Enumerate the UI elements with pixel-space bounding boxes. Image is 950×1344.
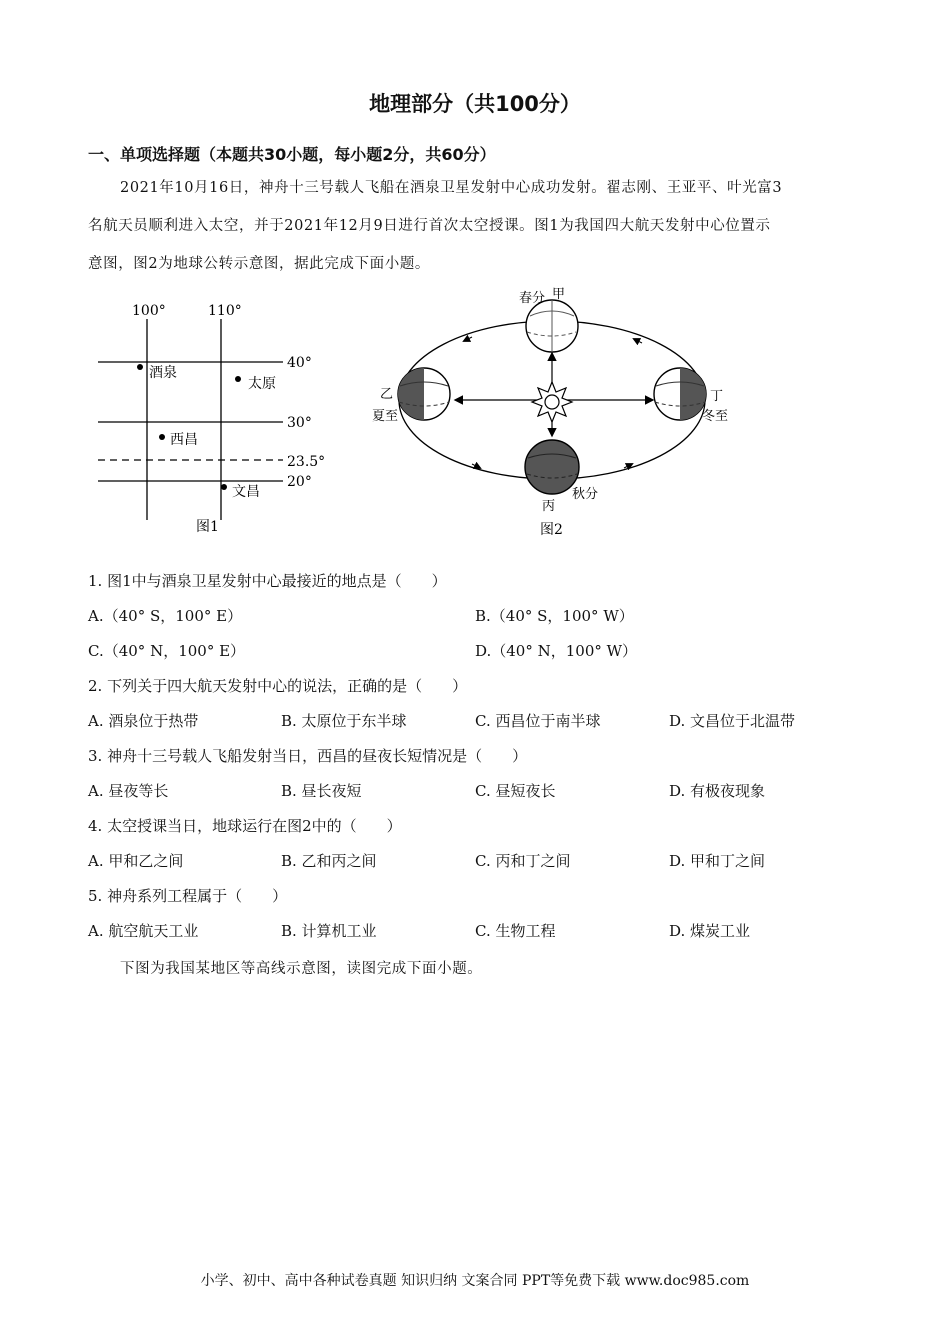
question-5-stem: 5. 神舟系列工程属于（ ） bbox=[88, 887, 288, 905]
label-dongzhi: 冬至 bbox=[702, 409, 729, 424]
earth-yi bbox=[398, 368, 450, 420]
question-2-option-c[interactable]: C. 西昌位于南半球 bbox=[475, 712, 601, 730]
question-1-stem: 1. 图1中与酒泉卫星发射中心最接近的地点是（ ） bbox=[88, 572, 447, 590]
label-23-5: 23.5° bbox=[287, 454, 326, 470]
taiyuan-dot bbox=[235, 376, 241, 382]
question-5-option-b[interactable]: B. 计算机工业 bbox=[281, 922, 377, 940]
label-jia: 甲 bbox=[552, 287, 566, 302]
label-chunfen: 春分 bbox=[519, 291, 546, 306]
question-4-stem: 4. 太空授课当日，地球运行在图2中的（ ） bbox=[88, 817, 402, 835]
earth-jia bbox=[526, 300, 578, 352]
question-3-option-b[interactable]: B. 昼长夜短 bbox=[281, 782, 362, 800]
xichang-dot bbox=[159, 434, 165, 440]
label-bing: 丙 bbox=[542, 499, 556, 514]
next-intro: 下图为我国某地区等高线示意图，读图完成下面小题。 bbox=[120, 961, 483, 977]
question-4-option-b[interactable]: B. 乙和丙之间 bbox=[281, 852, 377, 870]
label-100: 100° bbox=[132, 303, 166, 319]
question-4-option-a[interactable]: A. 甲和乙之间 bbox=[88, 852, 184, 870]
question-2-option-a[interactable]: A. 酒泉位于热带 bbox=[88, 712, 199, 730]
figure1-map bbox=[88, 295, 338, 545]
figure1-caption: 图1 bbox=[196, 519, 219, 535]
question-5-option-a[interactable]: A. 航空航天工业 bbox=[88, 922, 199, 940]
question-2-option-b[interactable]: B. 太原位于东半球 bbox=[281, 712, 407, 730]
question-1-option-a[interactable]: A.（40° S，100° E） bbox=[88, 607, 243, 625]
jiuquan-label: 酒泉 bbox=[149, 365, 177, 381]
label-ding: 丁 bbox=[710, 389, 724, 404]
question-2-option-d[interactable]: D. 文昌位于北温带 bbox=[669, 712, 796, 730]
intro-line-2: 名航天员顺利进入太空，并于2021年12月9日进行首次太空授课。图1为我国四大航天发射中心位置示 bbox=[88, 218, 771, 234]
label-40: 40° bbox=[287, 355, 312, 371]
label-20: 20° bbox=[287, 474, 312, 490]
question-2-stem: 2. 下列关于四大航天发射中心的说法，正确的是（ ） bbox=[88, 677, 468, 695]
wenchang-label: 文昌 bbox=[232, 484, 260, 500]
question-3-option-c[interactable]: C. 昼短夜长 bbox=[475, 782, 556, 800]
taiyuan-label: 太原 bbox=[248, 376, 276, 392]
label-qiufen: 秋分 bbox=[572, 487, 599, 502]
question-3-option-a[interactable]: A. 昼夜等长 bbox=[88, 782, 169, 800]
figure2-orbit bbox=[362, 282, 752, 542]
question-3-stem: 3. 神舟十三号载人飞船发射当日，西昌的昼夜长短情况是（ ） bbox=[88, 747, 528, 765]
section-heading: 一、单项选择题（本题共30小题，每小题2分，共60分） bbox=[88, 145, 496, 164]
intro-line-1: 2021年10月16日，神舟十三号载人飞船在酒泉卫星发射中心成功发射。翟志刚、王亚平、叶光富3 bbox=[120, 180, 783, 196]
earth-ding bbox=[654, 368, 706, 420]
question-1-option-b[interactable]: B.（40° S，100° W） bbox=[475, 607, 634, 625]
question-5-option-c[interactable]: C. 生物工程 bbox=[475, 922, 556, 940]
page-title: 地理部分（共100分） bbox=[369, 92, 581, 116]
question-1-option-c[interactable]: C.（40° N，100° E） bbox=[88, 642, 246, 660]
label-xiazhi: 夏至 bbox=[372, 409, 399, 424]
figure2-caption: 图2 bbox=[540, 522, 563, 538]
label-yi: 乙 bbox=[380, 387, 394, 402]
question-4-option-c[interactable]: C. 丙和丁之间 bbox=[475, 852, 571, 870]
question-5-option-d[interactable]: D. 煤炭工业 bbox=[669, 922, 751, 940]
question-4-option-d[interactable]: D. 甲和丁之间 bbox=[669, 852, 766, 870]
page-footer[interactable]: 小学、初中、高中各种试卷真题 知识归纳 文案合同 PPT等免费下载 www.doc985.com bbox=[200, 1273, 750, 1289]
sun-icon bbox=[532, 382, 572, 422]
question-1-option-d[interactable]: D.（40° N，100° W） bbox=[475, 642, 638, 660]
xichang-label: 西昌 bbox=[170, 432, 198, 448]
label-110: 110° bbox=[208, 303, 242, 319]
label-30: 30° bbox=[287, 415, 312, 431]
intro-line-3: 意图，图2为地球公转示意图，据此完成下面小题。 bbox=[88, 256, 431, 272]
wenchang-dot bbox=[221, 484, 227, 490]
earth-bing bbox=[525, 440, 579, 494]
question-3-option-d[interactable]: D. 有极夜现象 bbox=[669, 782, 766, 800]
jiuquan-dot bbox=[137, 364, 143, 370]
